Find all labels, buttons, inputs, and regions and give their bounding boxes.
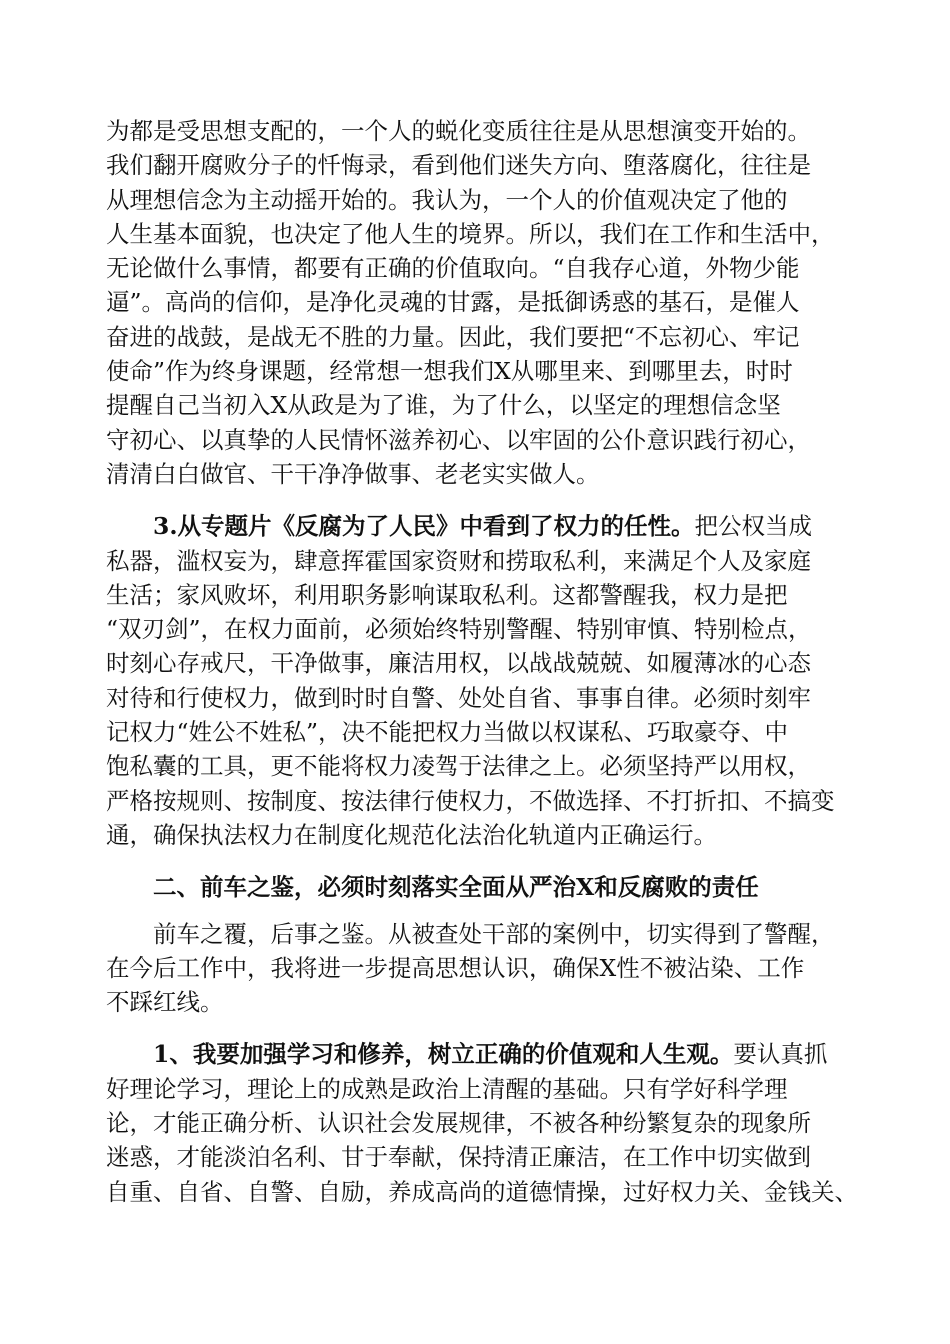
paragraph-1-line: 为都是受思想支配的，一个人的蜕化变质往往是从思想演变开始的。: [106, 117, 811, 145]
paragraph-2-line: “双刃剑”，在权力面前，必须始终特别警醒、特别审慎、特别检点，: [106, 615, 812, 644]
paragraph-2-line: 饱私囊的工具，更不能将权力凌驾于法律之上。必须坚持严以用权，: [106, 752, 811, 781]
paragraph-4-line: 好理论学习，理论上的成熟是政治上清醒的基础。只有学好科学理: [106, 1074, 788, 1103]
paragraph-3: [106, 917, 852, 1020]
paragraph-1-line: 使命”作为终身课题，经常想一想我们X从哪里来、到哪里去，时时: [106, 357, 793, 386]
paragraph-2-line: 通，确保执法权力在制度化规范化法治化轨道内正确运行。: [106, 820, 717, 849]
paragraph-2: [106, 509, 852, 852]
paragraph-3-line: 在今后工作中，我将进一步提高思想认识，确保X性不被沾染、工作: [106, 953, 805, 982]
paragraph-2-line: 私器，滥权妄为，肆意挥霍国家资财和捞取私利，来满足个人及家庭: [106, 546, 811, 575]
paragraph-2-line: 时刻心存戒尺，干净做事，廉洁用权，以战战兢兢、如履薄冰的心态: [106, 649, 811, 678]
paragraph-4-first-rest: 要认真抓: [733, 1040, 828, 1069]
paragraph-4-lead-heading: 1、我要加强学习和修养，树立正确的价值观和人生观。: [153, 1040, 734, 1069]
paragraph-2-first-line: [106, 509, 852, 543]
paragraph-4-line: 自重、自省、自警、自励，养成高尚的道德情操，过好权力关、金钱关、: [106, 1177, 858, 1206]
paragraph-4-line: 迷惑，才能淡泊名利、甘于奉献，保持清正廉洁，在工作中切实做到: [106, 1143, 811, 1172]
paragraph-2-lead-heading: 3.从专题片《反腐为了人民》中看到了权力的任性。: [153, 512, 695, 541]
paragraph-1-line: 守初心、以真挚的人民情怀滋养初心、以牢固的公仆意识践行初心，: [106, 425, 811, 454]
paragraph-2-first-rest: 把公权当成: [694, 512, 813, 541]
paragraph-4-first-line: [106, 1037, 852, 1071]
paragraph-1-line: 提醒自己当初入X从政是为了谁，为了什么，以坚定的理想信念坚: [106, 391, 781, 420]
paragraph-2-line: 记权力“姓公不姓私”，决不能把权力当做以权谋私、巧取豪夺、中: [106, 718, 789, 747]
paragraph-1-line: 人生基本面貌，也决定了他人生的境界。所以，我们在工作和生活中，: [106, 219, 835, 248]
document-body: [106, 114, 858, 1209]
paragraph-4-line: 论，才能正确分析、认识社会发展规律，不被各种纷繁复杂的现象所: [106, 1109, 811, 1138]
paragraph-3-line: 不踩红线。: [106, 988, 224, 1017]
paragraph-4: [106, 1037, 858, 1208]
paragraph-1-line: 从理想信念为主动摇开始的。我认为，一个人的价值观决定了他的: [106, 185, 788, 214]
paragraph-1: [106, 114, 852, 491]
paragraph-1-line: 逼”。高尚的信仰，是净化灵魂的甘露，是抵御诱惑的基石，是催人: [106, 288, 800, 317]
paragraph-2-line: 严格按规则、按制度、按法律行使权力，不做选择、不打折扣、不搞变: [106, 786, 835, 815]
paragraph-1-line: 无论做什么事情，都要有正确的价值取向。“自我存心道，外物少能: [106, 254, 800, 283]
paragraph-2-line: 对待和行使权力，做到时时自警、处处自省、事事自律。必须时刻牢: [106, 683, 811, 712]
paragraph-2-line: 生活；家风败坏，利用职务影响谋取私利。这都警醒我，权力是把: [106, 580, 788, 609]
paragraph-1-line: 清清白白做官、干干净净做事、老老实实做人。: [106, 459, 600, 488]
paragraph-1-line: 奋进的战鼓，是战无不胜的力量。因此，我们要把“不忘初心、牢记: [106, 322, 800, 351]
section-heading: 二、前车之鉴，必须时刻落实全面从严治X和反腐败的责任: [153, 873, 759, 902]
paragraph-3-line: [106, 917, 852, 951]
paragraph-1-line: 我们翻开腐败分子的忏悔录，看到他们迷失方向、堕落腐化，往往是: [106, 151, 811, 180]
paragraph-3-first-text: 前车之覆，后事之鉴。从被查处干部的案例中，切实得到了警醒，: [153, 919, 835, 948]
